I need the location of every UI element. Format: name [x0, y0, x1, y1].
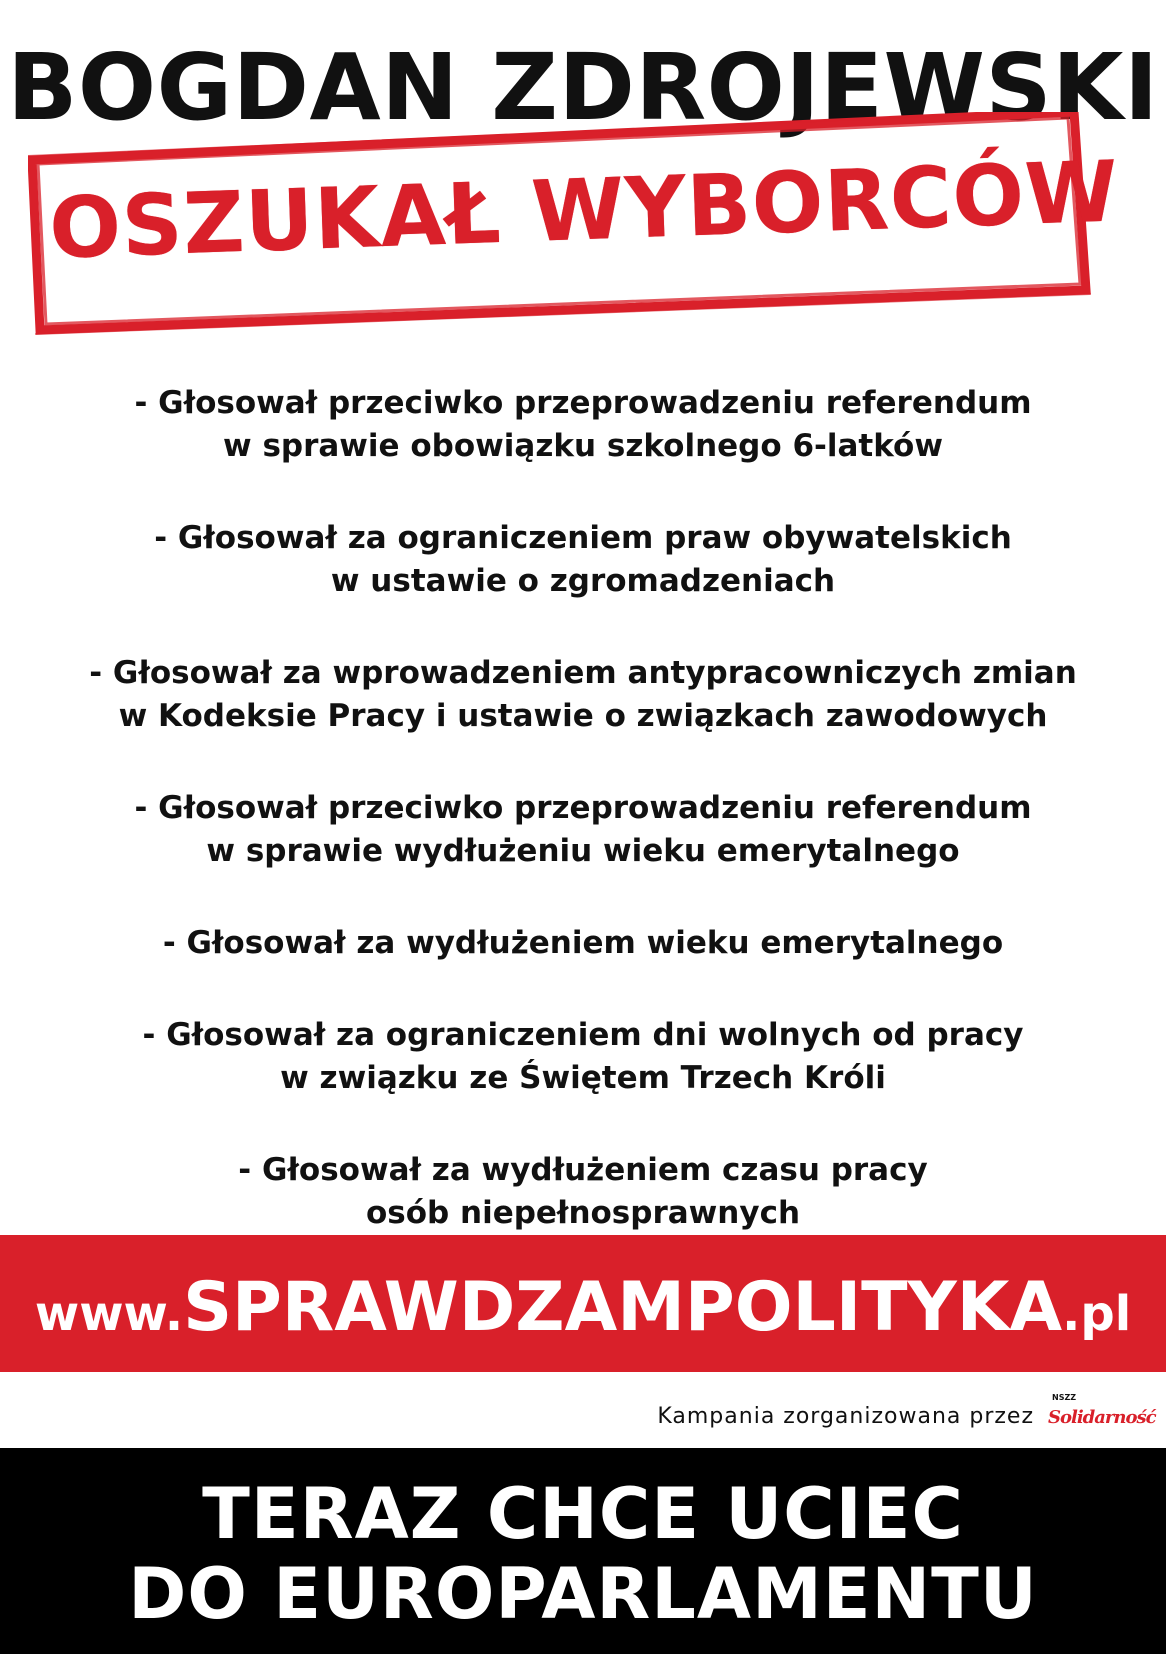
claim-line: w sprawie wydłużeniu wieku emerytalnego [206, 833, 960, 869]
footer-line-2: DO EUROPARLAMENTU [128, 1553, 1038, 1635]
claim-line: - Głosował za wprowadzeniem antypracowniczych zmian [89, 655, 1077, 691]
stamp [28, 112, 1140, 342]
footer-line-1: TERAZ CHCE UCIEC [202, 1473, 964, 1555]
url-suffix: .pl [1062, 1286, 1132, 1342]
url-main: SPRAWDZAMPOLITYKA [183, 1268, 1063, 1347]
claim-item [0, 787, 1166, 873]
claim-item [0, 1014, 1166, 1100]
claim-line: - Głosował za ograniczeniem dni wolnych od pracy [142, 1017, 1024, 1053]
claim-item [0, 652, 1166, 738]
website-url[interactable] [0, 1268, 1166, 1347]
solidarnosc-logo [1048, 1393, 1156, 1439]
claim-line: - Głosował przeciwko przeprowadzeniu referendum [134, 790, 1032, 826]
claim-line: - Głosował przeciwko przeprowadzeniu referendum [134, 385, 1032, 421]
claim-item [0, 517, 1166, 603]
claims-list [0, 382, 1166, 1284]
logo-main-text: Solidarność [1048, 1407, 1156, 1428]
poster-title: BOGDAN ZDROJEWSKI [7, 34, 1159, 141]
footer-text [0, 1474, 1166, 1634]
claim-line: - Głosował za wydłużeniem wieku emerytalnego [162, 925, 1004, 961]
claim-item [0, 922, 1166, 965]
url-banner [0, 1235, 1166, 1372]
stamp-text: OSZUKAŁ WYBORCÓW [47, 142, 1121, 278]
organizer-text: Kampania zorganizowana przez [657, 1403, 1034, 1429]
claim-item [0, 1149, 1166, 1235]
url-prefix: www. [34, 1286, 184, 1342]
logo-small-text: NSZZ [1052, 1393, 1077, 1402]
claim-line: w ustawie o zgromadzeniach [330, 563, 836, 599]
claim-line: osób niepełnosprawnych [365, 1195, 801, 1231]
footer-banner [0, 1448, 1166, 1654]
organizer-line [657, 1392, 1156, 1440]
claim-line: w sprawie obowiązku szkolnego 6-latków [223, 428, 943, 464]
claim-line: w związku ze Świętem Trzech Króli [280, 1060, 886, 1096]
claim-line: w Kodeksie Pracy i ustawie o związkach zawodowych [118, 698, 1048, 734]
claim-line: - Głosował za ograniczeniem praw obywatelskich [154, 520, 1012, 556]
claim-item [0, 382, 1166, 468]
claim-line: - Głosował za wydłużeniem czasu pracy [238, 1152, 928, 1188]
